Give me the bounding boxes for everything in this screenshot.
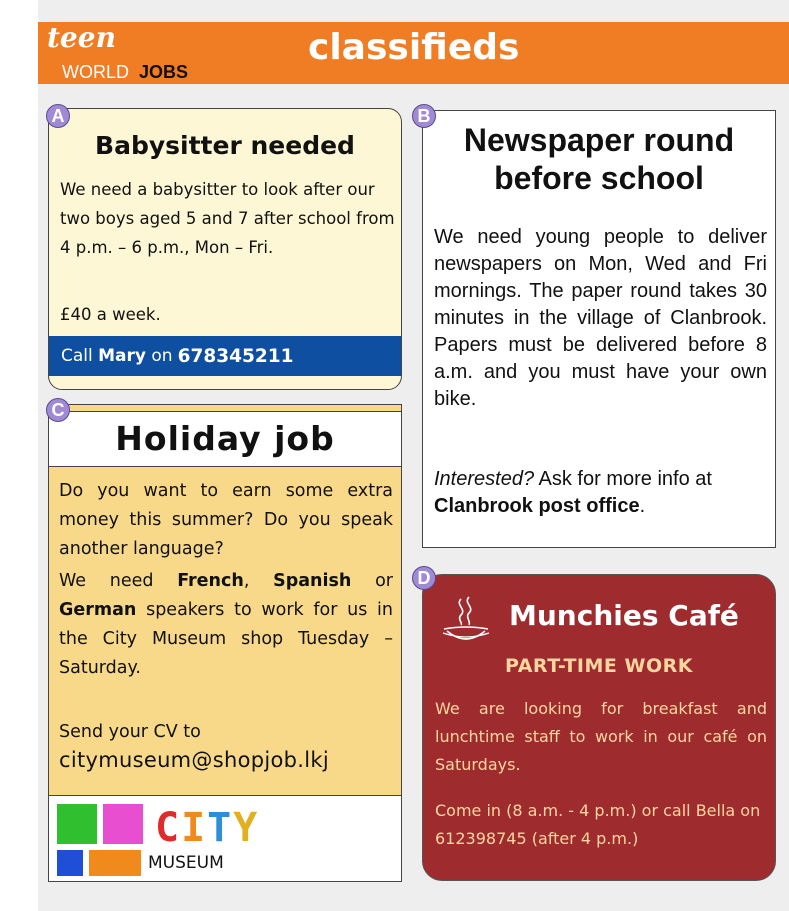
call-prefix: Call xyxy=(61,346,93,366)
call-on: on xyxy=(151,346,173,366)
ad-c-send: Send your CV to xyxy=(59,722,201,742)
ad-b-title xyxy=(423,121,775,197)
badge-d: D xyxy=(412,566,436,590)
badge-c: C xyxy=(46,398,70,422)
page-title: classifieds xyxy=(308,27,520,68)
ad-b-title-text: Newspaper round before school xyxy=(463,122,735,196)
ad-b-footer xyxy=(434,466,767,520)
ad-c-title: Holiday job xyxy=(49,411,401,467)
ad-c-need-1: We need xyxy=(59,571,154,591)
city-museum-logo xyxy=(49,795,401,881)
badge-a: A xyxy=(46,104,70,128)
ad-b-interested: Interested? xyxy=(434,468,535,490)
ad-c-sep: , xyxy=(243,571,250,591)
logo-city-word: CITY xyxy=(155,805,260,851)
ad-a-price: £40 a week. xyxy=(60,305,161,324)
ad-a-call-bar xyxy=(49,336,401,376)
logo-square-pink xyxy=(103,804,143,844)
logo-square-orange xyxy=(89,850,141,876)
logo-museum-text: MUSEUM xyxy=(148,853,224,873)
call-number[interactable]: 678345211 xyxy=(177,345,294,367)
ad-c-body xyxy=(59,477,393,683)
logo-city-text xyxy=(155,805,260,851)
ad-b-ask: Ask for more info at xyxy=(538,468,712,490)
lang-german: German xyxy=(59,600,137,620)
ad-munchies-cafe xyxy=(422,574,776,881)
ad-c-intro: Do you want to earn some extra money this summer? Do you speak another language? xyxy=(59,481,393,559)
ad-babysitter xyxy=(48,108,402,390)
logo-world: WORLD xyxy=(62,62,129,82)
ad-b-end: . xyxy=(639,495,646,517)
ad-d-body: We are looking for breakfast and lunchtime staff to work in our café on Saturdays. xyxy=(435,699,767,774)
ad-a-body: We need a babysitter to look after our two boys aged 5 and 7 after school from 4 p.m. – 6 p.m., Mon – Fri. xyxy=(60,180,395,257)
ad-d-subtitle: PART-TIME WORK xyxy=(505,655,693,677)
lang-spanish: Spanish xyxy=(273,571,352,591)
ad-c-or: or xyxy=(375,571,393,591)
badge-b: B xyxy=(412,104,436,128)
ad-b-body: We need young people to deliver newspapers on Mon, Wed and Fri mornings. The paper round takes 30 minutes in the village of Clanbrook. Papers must be delivered before 8 a.m. and you must have your own bike. xyxy=(434,226,767,410)
ad-c-email[interactable]: citymuseum@shopjob.lkj xyxy=(59,748,329,772)
ad-d-title: Munchies Café xyxy=(509,599,739,632)
call-name: Mary xyxy=(98,346,146,366)
ad-d-contact: Come in (8 a.m. - 4 p.m.) or call Bella on 612398745 (after 4 p.m.) xyxy=(435,801,761,848)
logo-square-blue xyxy=(57,850,83,876)
steaming-cup-icon xyxy=(441,595,491,647)
ad-b-location: Clanbrook post office xyxy=(434,495,640,517)
ad-a-title: Babysitter needed xyxy=(95,131,355,160)
ad-holiday-job xyxy=(48,404,402,882)
logo-teen: teen xyxy=(47,21,116,54)
lang-french: French xyxy=(177,571,244,591)
logo-jobs: JOBS xyxy=(139,62,189,82)
ad-c-need-2: speakers to work for us in the City Museum shop Tuesday – Saturday. xyxy=(59,600,393,678)
ad-newspaper-round xyxy=(422,110,776,548)
logo-square-green xyxy=(57,804,97,844)
ad-c-need xyxy=(59,567,393,683)
